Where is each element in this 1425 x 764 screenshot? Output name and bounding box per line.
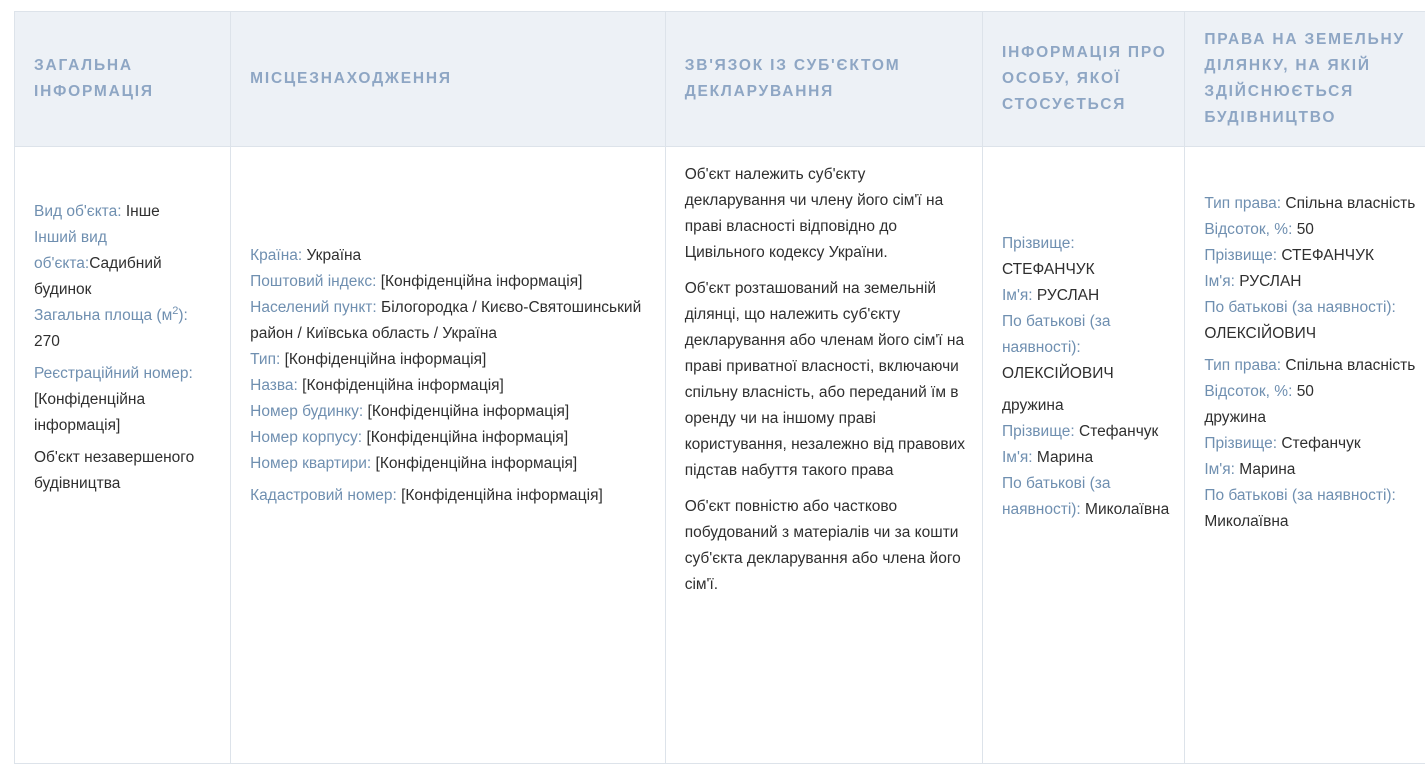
relation-paragraph-land: Об'єкт розташований на земельній ділянці, що належить суб'єкту декларування або членам його сім'ї на праві приватної власності, включаючи спільну власність, або переданий їм в оренду чи на іншому праві користування, незалежно від правових підстав набуття такого права [685,276,967,484]
apartment-number [250,451,650,477]
house-number [250,399,650,425]
table-header [15,12,1425,147]
cadastral-number-value: [Конфіденційна інформація] [401,487,603,504]
header-land-rights: ПРАВА НА ЗЕМЕЛЬНУ ДІЛЯНКУ, НА ЯКІЙ ЗДІЙСНЮЄТЬСЯ БУДІВНИЦТВО [1185,12,1425,147]
header-location: МІСЦЕЗНАХОДЖЕННЯ [231,12,666,147]
street-name-label: Назва: [250,377,298,394]
postal-code [250,269,650,295]
right-type-value: Спільна власність [1285,195,1415,212]
cell-location [231,147,666,764]
header-row [15,12,1425,147]
right-2-type [1204,353,1425,379]
person-1-name [1002,283,1169,309]
relation-paragraph-ownership: Об'єкт належить суб'єкту декларування чи члену його сім'ї на праві власності відповідно до Цивільного кодексу України. [685,162,967,266]
name-label: Ім'я: [1204,273,1235,290]
person-2 [1002,393,1169,523]
right-1-percent [1204,217,1425,243]
person-2-name [1002,445,1169,471]
right-type-label: Тип права: [1204,195,1281,212]
person-2-surname [1002,419,1169,445]
percent-value: 50 [1297,221,1314,238]
name-label: Ім'я: [1204,461,1235,478]
right-1-type [1204,191,1425,217]
surname-label: Прізвище: [1002,235,1075,252]
surname-value: СТЕФАНЧУК [1002,261,1095,278]
registration-number-value: [Конфіденційна інформація] [34,391,145,434]
house-number-value: [Конфіденційна інформація] [368,403,570,420]
cadastral-number-label: Кадастровий номер: [250,487,397,504]
house-number-label: Номер будинку: [250,403,363,420]
percent-label: Відсоток, %: [1204,383,1292,400]
land-right-2 [1204,353,1425,535]
right-2-percent [1204,379,1425,405]
right-2-relation: дружина [1204,405,1425,431]
total-area-label: Загальна площа $(м^2)$: [34,307,188,324]
surname-label: Прізвище: [1204,247,1277,264]
name-label: Ім'я: [1002,449,1033,466]
right-1-patronymic [1204,295,1425,347]
person-1-surname [1002,231,1169,283]
surname-label: Прізвище: [1002,423,1075,440]
total-area [34,303,215,355]
surname-value: Стефанчук [1281,435,1360,452]
name-value: РУСЛАН [1239,273,1301,290]
patronymic-label: По батькові (за наявності): [1204,299,1396,316]
cell-general-info [15,147,231,764]
name-value: РУСЛАН [1037,287,1099,304]
declaration-table-container [14,11,1425,764]
street-type-label: Тип: [250,351,280,368]
registration-number [34,361,215,439]
real-estate-table [14,11,1425,764]
apartment-number-value: [Конфіденційна інформація] [376,455,578,472]
street-name-value: [Конфіденційна інформація] [302,377,504,394]
right-type-label: Тип права: [1204,357,1281,374]
cadastral-number [250,483,650,509]
relation-paragraph-materials: Об'єкт повністю або частково побудований з матеріалів чи за кошти суб'єкта декларування або члена його сім'ї. [685,494,967,598]
cell-land-rights [1185,147,1425,764]
person-2-patronymic [1002,471,1169,523]
settlement [250,295,650,347]
person-1 [1002,231,1169,387]
postal-code-value: [Конфіденційна інформація] [381,273,583,290]
block-number-label: Номер корпусу: [250,429,362,446]
surname-value: СТЕФАНЧУК [1281,247,1374,264]
object-type-value: Інше [126,203,160,220]
block-number [250,425,650,451]
right-2-surname [1204,431,1425,457]
right-1-name [1204,269,1425,295]
street-name [250,373,650,399]
name-label: Ім'я: [1002,287,1033,304]
patronymic-label: По батькові (за наявності): [1002,475,1111,518]
other-object-type-value: Садибний будинок [34,255,162,298]
patronymic-label: По батькові (за наявності): [1002,313,1111,356]
total-area-value: 270 [34,333,60,350]
person-1-patronymic [1002,309,1169,387]
header-relation: ЗВ'ЯЗОК ІЗ СУБ'ЄКТОМ ДЕКЛАРУВАННЯ [665,12,982,147]
postal-code-label: Поштовий індекс: [250,273,376,290]
person-2-relation: дружина [1002,393,1169,419]
name-value: Марина [1239,461,1295,478]
block-number-value: [Конфіденційна інформація] [366,429,568,446]
other-object-type [34,225,215,303]
surname-value: Стефанчук [1079,423,1158,440]
construction-status-note: Об'єкт незавершеного будівництва [34,445,215,497]
other-object-type-label: Інший вид об'єкта: [34,229,107,272]
land-right-1 [1204,191,1425,347]
street-type [250,347,650,373]
patronymic-value: Миколаївна [1085,501,1169,518]
patronymic-value: ОЛЕКСІЙОВИЧ [1002,365,1114,382]
right-1-surname [1204,243,1425,269]
cell-person-info [982,147,1184,764]
settlement-value: Білогородка / Києво-Святошинський район / Київська область / Україна [250,299,641,342]
object-type-label: Вид об'єкта: [34,203,122,220]
table-row [15,147,1425,764]
header-person-info: ІНФОРМАЦІЯ ПРО ОСОБУ, ЯКОЇ СТОСУЄТЬСЯ [982,12,1184,147]
country [250,243,650,269]
patronymic-value: Миколаївна [1204,513,1288,530]
country-value: Україна [307,247,362,264]
header-general-info: ЗАГАЛЬНА ІНФОРМАЦІЯ [15,12,231,147]
apartment-number-label: Номер квартири: [250,455,371,472]
cell-relation [665,147,982,764]
street-type-value: [Конфіденційна інформація] [285,351,487,368]
object-type [34,199,215,225]
right-type-value: Спільна власність [1285,357,1415,374]
country-label: Країна: [250,247,302,264]
patronymic-value: ОЛЕКСІЙОВИЧ [1204,325,1316,342]
right-2-name [1204,457,1425,483]
right-2-patronymic [1204,483,1425,535]
name-value: Марина [1037,449,1093,466]
percent-value: 50 [1297,383,1314,400]
surname-label: Прізвище: [1204,435,1277,452]
percent-label: Відсоток, %: [1204,221,1292,238]
settlement-label: Населений пункт: [250,299,377,316]
patronymic-label: По батькові (за наявності): [1204,487,1396,504]
registration-number-label: Реєстраційний номер: [34,365,193,382]
